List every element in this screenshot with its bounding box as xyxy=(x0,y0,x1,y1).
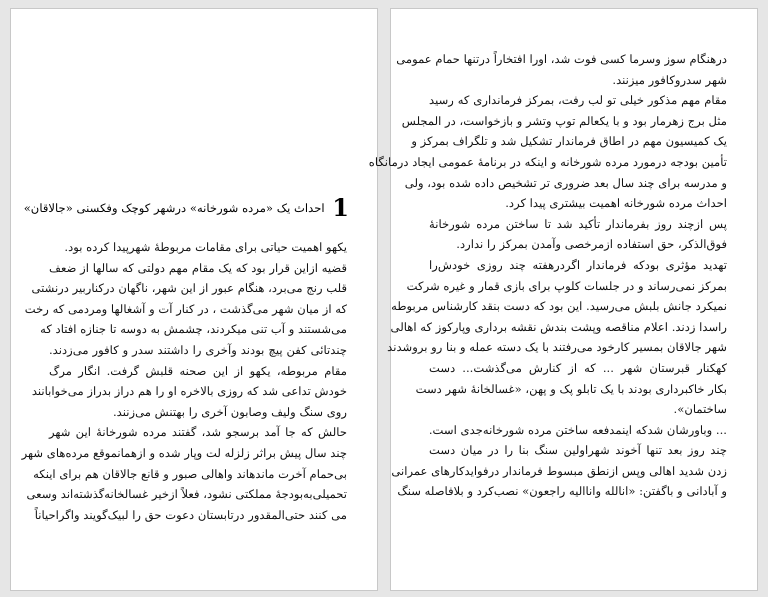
right-page-text-line: ساختمان». xyxy=(673,402,727,417)
left-page xyxy=(10,8,378,591)
right-page-text-line: و مدرسه برای چند سال بعد ضروری تر تشخیص داده شده بود، ولی xyxy=(404,175,727,190)
right-page-text-line: زدن شدید اهالی وپس ازنطق مبسوط فرماندار درفوایدکارهای عمرانی xyxy=(391,463,727,478)
left-page-text-line: می کنند حتی‌المقدور درتابستان دعوت حق را لبیک‌گویند واگراحیاناً xyxy=(34,507,347,522)
left-page-text-line: حالش که جا آمد برسجو شد، گفتند مرده شورخانهٔ این شهر xyxy=(49,425,347,440)
left-page-text-line: روی سنگ ولیف وصابون آخری را بهتنش می‌زنند. xyxy=(113,404,347,419)
left-page-text-line: بی‌حمام آخرت ماندهاند واهالی صبور و قانع جالاقان هم برای اینکه xyxy=(33,466,347,481)
left-page-text-line: تحمیلی‌به‌بودجهٔ مملکتی نشود، فعلاً ازخیر غسالخانه‌گذشته‌اند وسعی xyxy=(26,487,347,502)
right-page-text-line: شهر جالاقان بمسیر کارخود می‌رفتند با یک دسته عمله و بنا رو بروشدند xyxy=(387,340,727,355)
left-page-text-line: خودش تداعی شد که روزی بالاخره او را هم دراز بدراز می‌خوابانند xyxy=(31,384,347,399)
right-page-text-line: فوق‌الذکر، حق استفاده ازمرخصی وآمدن بمرکز را ندارد. xyxy=(456,237,727,252)
right-page-text-line: مثل برج زهرمار بود و با یکعالم توپ وتشر و بازخواست، در المجلس xyxy=(401,113,727,128)
left-page-text-line: که از میان شهر می‌گذشت ، در کنار آت و آشغالها ومردمی که رخت xyxy=(24,301,347,316)
right-page-text-line: تأمین بودجه درمورد مرده شورخانه و اینکه در برنامهٔ عمومی ایجاد درمانگاه xyxy=(368,154,727,169)
right-page-text-line: و آبادانی و باگفتن: «انالله وانااليه راجعون» نصب‌کرد و بلافاصله سنگ xyxy=(397,484,727,499)
right-page-text-line: درهنگام سوز وسرما کسی فوت شد، اورا افتخاراً درتنها حمام عمومی xyxy=(396,52,727,66)
chapter-heading xyxy=(23,193,349,222)
right-page-text-line: ... وباورشان شدکه اینمدفعه ساختن مرده شورخانه‌جدی است. xyxy=(428,422,727,437)
chapter-number: 1 xyxy=(332,193,349,222)
left-page-text-line: قضیه ازاین قرار بود که یک مقام مهم دولتی که سالها از ضعف xyxy=(49,260,347,275)
right-page-text-line: مقام مهم مذکور خیلی تو لب رفت، بمرکز فرمانداری که رسید xyxy=(429,93,727,108)
right-page-body xyxy=(368,49,727,502)
right-page-text-line: کهکنار قبرستان شهر ... که از کنارش می‌گذشت... دست xyxy=(429,360,727,375)
right-page-text-line: بکار خاکبرداری بودند با یک تابلو پک و پهن، «غسالخانهٔ شهر دست xyxy=(415,381,727,396)
chapter-title: احداث یک «مرده شورخانه» درشهر کوچک وفکسنی «جالاقان» xyxy=(23,201,325,215)
left-page-text-line: یکهو اهمیت حیاتی برای مقامات مربوطهٔ شهرپیدا کرده بود. xyxy=(64,240,347,254)
left-page-text-line: قلب رنج می‌برد، هنگام عبور از این شهر، ناگهان درکناربیر درنشتی xyxy=(31,281,347,296)
left-page-text-line: مقام مربوطه، یکهو از این صحنه قلبش گرفت. انگار مرگ xyxy=(49,363,347,378)
right-page-text-line: تهدید مؤثری بودکه فرماندار اگردرهفته چند روزی خودش‌را xyxy=(429,257,727,272)
right-page-text-line: بمرکز نمی‌رساند و در جلسات کلوپ برای بازی قمار و غیره شرکت xyxy=(406,278,727,293)
right-page-text-line: پس ازچند روز بفرماندار تأکید شد تا ساختن مرده شورخانهٔ xyxy=(429,216,727,231)
right-page-text-line: چند روز بعد تنها آخوند شهراولین سنگ بنا را در میان دست xyxy=(429,443,727,458)
left-page-body xyxy=(21,237,347,525)
left-page-text-line: چند سال پیش براثر زلزله لت وپار شده و ازهمانموقع مرده‌های شهر xyxy=(21,445,347,460)
right-page-text-line: نمیکرد جانش بلبش می‌رسید. این بود که دست بنقد کارشناس مربوطه xyxy=(391,299,727,314)
right-page xyxy=(368,8,758,591)
left-page-text-line: می‌شستند و آب تنی میکردند، چشمش به دوسه تا جنازه افتاد که xyxy=(40,322,347,337)
right-page-text-line: یک کمیسیون مهم در اطاق فرماندار تشکیل شد و تلگراف بمرکز و xyxy=(411,134,727,149)
right-page-text-line: شهر سدروکافور میزنند. xyxy=(612,72,727,87)
right-page-text-line: احداث مرده شورخانه اهمیت بیشتری پیدا کرد. xyxy=(505,196,727,211)
left-page-text-line: چندتائی کفن پیچ بودند وآخری را داشتند سدر و کافور می‌زدند. xyxy=(49,342,347,357)
right-page-text-line: راسدا زدند. اعلام مناقصه وپشت بندش نقشه برداری وپارکوز که اهالی xyxy=(390,319,727,334)
